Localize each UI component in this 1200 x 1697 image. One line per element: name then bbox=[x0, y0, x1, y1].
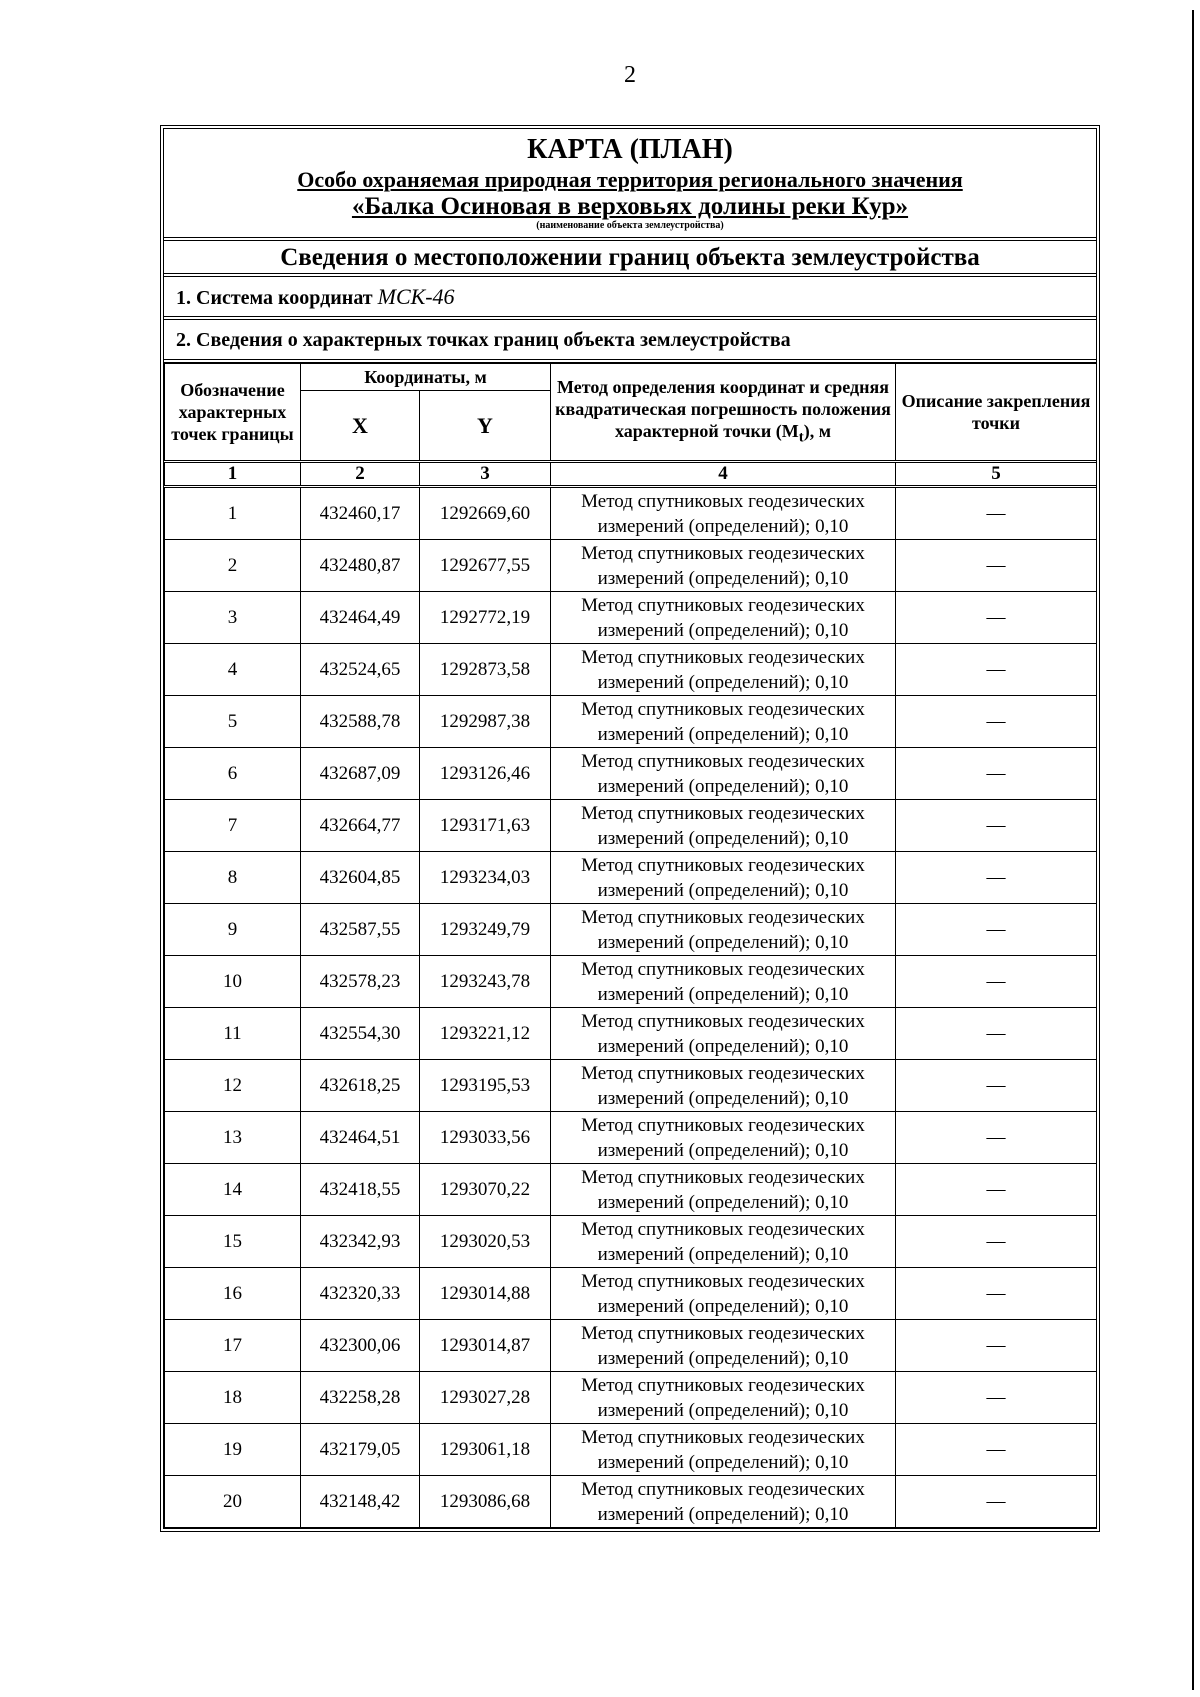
coordinate-y: 1293086,68 bbox=[420, 1476, 551, 1528]
header-x: X bbox=[301, 391, 420, 462]
fixing-description: — bbox=[896, 1476, 1097, 1528]
coordinate-x: 432618,25 bbox=[301, 1060, 420, 1112]
territory-name: «Балка Осиновая в верховьях долины реки Кур» bbox=[351, 193, 909, 220]
method-cell: Метод спутниковых геодезических измерений (определений); 0,10 bbox=[551, 1320, 896, 1372]
method-cell: Метод спутниковых геодезических измерений (определений); 0,10 bbox=[551, 1424, 896, 1476]
table-row bbox=[165, 1320, 1097, 1372]
fixing-description: — bbox=[896, 904, 1097, 956]
method-cell: Метод спутниковых геодезических измерений (определений); 0,10 bbox=[551, 1112, 896, 1164]
point-number: 18 bbox=[165, 1372, 301, 1424]
table-row bbox=[165, 1268, 1097, 1320]
fixing-description: — bbox=[896, 1268, 1097, 1320]
coordinate-y: 1293171,63 bbox=[420, 800, 551, 852]
fixing-description: — bbox=[896, 1320, 1097, 1372]
column-number: 2 bbox=[301, 462, 420, 487]
coordinate-y: 1293195,53 bbox=[420, 1060, 551, 1112]
land-plan-document bbox=[160, 125, 1100, 1532]
method-cell: Метод спутниковых геодезических измерений (определений); 0,10 bbox=[551, 852, 896, 904]
document-header bbox=[164, 129, 1096, 241]
point-number: 20 bbox=[165, 1476, 301, 1528]
table-row bbox=[165, 1372, 1097, 1424]
territory-type: Особо охраняемая природная территория регионального значения bbox=[297, 167, 963, 192]
fixing-description: — bbox=[896, 644, 1097, 696]
method-cell: Метод спутниковых геодезических измерений (определений); 0,10 bbox=[551, 644, 896, 696]
fixing-description: — bbox=[896, 592, 1097, 644]
coordinate-x: 432148,42 bbox=[301, 1476, 420, 1528]
fixing-description: — bbox=[896, 1164, 1097, 1216]
document-title: КАРТА (ПЛАН) bbox=[527, 134, 733, 165]
table-row bbox=[165, 1112, 1097, 1164]
fixing-description: — bbox=[896, 1372, 1097, 1424]
point-number: 3 bbox=[165, 592, 301, 644]
method-cell: Метод спутниковых геодезических измерений (определений); 0,10 bbox=[551, 1476, 896, 1528]
coordinate-y: 1292677,55 bbox=[420, 540, 551, 592]
method-cell: Метод спутниковых геодезических измерений (определений); 0,10 bbox=[551, 1268, 896, 1320]
column-number: 3 bbox=[420, 462, 551, 487]
method-cell: Метод спутниковых геодезических измерений (определений); 0,10 bbox=[551, 696, 896, 748]
coordinate-y: 1293243,78 bbox=[420, 956, 551, 1008]
coordinate-y: 1292987,38 bbox=[420, 696, 551, 748]
fixing-description: — bbox=[896, 1424, 1097, 1476]
fixing-description: — bbox=[896, 540, 1097, 592]
coordinate-y: 1293070,22 bbox=[420, 1164, 551, 1216]
coordinate-x: 432480,87 bbox=[301, 540, 420, 592]
table-row bbox=[165, 487, 1097, 540]
coordinate-system-row bbox=[164, 277, 1096, 320]
territory-name-caption: (наименование объекта землеустройства) bbox=[536, 220, 724, 231]
table-row bbox=[165, 748, 1097, 800]
coordinate-y: 1293027,28 bbox=[420, 1372, 551, 1424]
method-cell: Метод спутниковых геодезических измерений (определений); 0,10 bbox=[551, 1372, 896, 1424]
point-number: 2 bbox=[165, 540, 301, 592]
header-coordinates: Координаты, м bbox=[301, 364, 551, 391]
coordinate-y: 1293033,56 bbox=[420, 1112, 551, 1164]
table-row bbox=[165, 904, 1097, 956]
table-row bbox=[165, 956, 1097, 1008]
table-body bbox=[165, 487, 1097, 1528]
coordinate-y: 1292873,58 bbox=[420, 644, 551, 696]
header-designation: Обозначение характерных точек границы bbox=[165, 364, 301, 462]
coordinate-y: 1293020,53 bbox=[420, 1216, 551, 1268]
table-row bbox=[165, 644, 1097, 696]
header-method bbox=[551, 364, 896, 462]
coordinate-x: 432587,55 bbox=[301, 904, 420, 956]
coordinate-x: 432258,28 bbox=[301, 1372, 420, 1424]
point-number: 14 bbox=[165, 1164, 301, 1216]
coordinate-y: 1293014,88 bbox=[420, 1268, 551, 1320]
fixing-description: — bbox=[896, 1008, 1097, 1060]
coordinate-x: 432300,06 bbox=[301, 1320, 420, 1372]
coordinate-x: 432342,93 bbox=[301, 1216, 420, 1268]
coordinate-x: 432554,30 bbox=[301, 1008, 420, 1060]
point-number: 4 bbox=[165, 644, 301, 696]
boundary-points-table bbox=[164, 363, 1097, 1528]
fixing-description: — bbox=[896, 1060, 1097, 1112]
coordinate-y: 1293014,87 bbox=[420, 1320, 551, 1372]
method-cell: Метод спутниковых геодезических измерений (определений); 0,10 bbox=[551, 748, 896, 800]
method-cell: Метод спутниковых геодезических измерений (определений); 0,10 bbox=[551, 1008, 896, 1060]
point-number: 15 bbox=[165, 1216, 301, 1268]
points-section-title: 2. Сведения о характерных точках границ объекта землеустройства bbox=[164, 320, 1096, 363]
coordinate-x: 432588,78 bbox=[301, 696, 420, 748]
method-cell: Метод спутниковых геодезических измерений (определений); 0,10 bbox=[551, 1060, 896, 1112]
coordinate-y: 1292669,60 bbox=[420, 487, 551, 540]
table-row bbox=[165, 1008, 1097, 1060]
coordinate-x: 432464,49 bbox=[301, 592, 420, 644]
table-row bbox=[165, 852, 1097, 904]
coordinate-y: 1293221,12 bbox=[420, 1008, 551, 1060]
coordinate-system-label: 1. Система координат bbox=[176, 287, 373, 309]
fixing-description: — bbox=[896, 956, 1097, 1008]
method-cell: Метод спутниковых геодезических измерений (определений); 0,10 bbox=[551, 904, 896, 956]
header-method-text: Метод определения координат и средняя квадратическая погрешность положения характерной точки (M bbox=[555, 376, 891, 441]
point-number: 17 bbox=[165, 1320, 301, 1372]
header-description: Описание закрепления точки bbox=[896, 364, 1097, 462]
coordinate-x: 432578,23 bbox=[301, 956, 420, 1008]
table-row bbox=[165, 1476, 1097, 1528]
coordinate-y: 1292772,19 bbox=[420, 592, 551, 644]
coordinate-x: 432464,51 bbox=[301, 1112, 420, 1164]
point-number: 11 bbox=[165, 1008, 301, 1060]
fixing-description: — bbox=[896, 748, 1097, 800]
table-row bbox=[165, 1216, 1097, 1268]
coordinate-x: 432524,65 bbox=[301, 644, 420, 696]
column-numbers-row bbox=[165, 462, 1097, 487]
method-cell: Метод спутниковых геодезических измерений (определений); 0,10 bbox=[551, 1216, 896, 1268]
table-row bbox=[165, 1164, 1097, 1216]
point-number: 5 bbox=[165, 696, 301, 748]
point-number: 6 bbox=[165, 748, 301, 800]
method-cell: Метод спутниковых геодезических измерений (определений); 0,10 bbox=[551, 540, 896, 592]
table-row bbox=[165, 800, 1097, 852]
method-cell: Метод спутниковых геодезических измерений (определений); 0,10 bbox=[551, 1164, 896, 1216]
point-number: 12 bbox=[165, 1060, 301, 1112]
table-row bbox=[165, 540, 1097, 592]
point-number: 9 bbox=[165, 904, 301, 956]
coordinate-x: 432179,05 bbox=[301, 1424, 420, 1476]
fixing-description: — bbox=[896, 696, 1097, 748]
column-number: 1 bbox=[165, 462, 301, 487]
coordinate-y: 1293126,46 bbox=[420, 748, 551, 800]
point-number: 8 bbox=[165, 852, 301, 904]
table-row bbox=[165, 1060, 1097, 1112]
coordinate-y: 1293249,79 bbox=[420, 904, 551, 956]
method-cell: Метод спутниковых геодезических измерений (определений); 0,10 bbox=[551, 800, 896, 852]
point-number: 16 bbox=[165, 1268, 301, 1320]
header-y: Y bbox=[420, 391, 551, 462]
coordinate-y: 1293234,03 bbox=[420, 852, 551, 904]
table-row bbox=[165, 1424, 1097, 1476]
coordinate-x: 432460,17 bbox=[301, 487, 420, 540]
scan-edge-line bbox=[1192, 10, 1194, 1690]
point-number: 13 bbox=[165, 1112, 301, 1164]
coordinate-x: 432664,77 bbox=[301, 800, 420, 852]
fixing-description: — bbox=[896, 852, 1097, 904]
fixing-description: — bbox=[896, 800, 1097, 852]
fixing-description: — bbox=[896, 1216, 1097, 1268]
fixing-description: — bbox=[896, 1112, 1097, 1164]
method-cell: Метод спутниковых геодезических измерений (определений); 0,10 bbox=[551, 592, 896, 644]
page-number: 2 bbox=[624, 62, 636, 88]
table-row bbox=[165, 696, 1097, 748]
point-number: 1 bbox=[165, 487, 301, 540]
coordinate-x: 432687,09 bbox=[301, 748, 420, 800]
method-cell: Метод спутниковых геодезических измерений (определений); 0,10 bbox=[551, 956, 896, 1008]
header-method-unit: ), м bbox=[803, 420, 831, 441]
method-cell: Метод спутниковых геодезических измерений (определений); 0,10 bbox=[551, 487, 896, 540]
table-row bbox=[165, 592, 1097, 644]
header-method-subscript: t bbox=[798, 429, 804, 446]
point-number: 7 bbox=[165, 800, 301, 852]
coordinate-x: 432604,85 bbox=[301, 852, 420, 904]
coordinate-y: 1293061,18 bbox=[420, 1424, 551, 1476]
coordinate-x: 432418,55 bbox=[301, 1164, 420, 1216]
column-number: 5 bbox=[896, 462, 1097, 487]
column-number: 4 bbox=[551, 462, 896, 487]
coordinate-system-value: МСК-46 bbox=[377, 284, 455, 309]
section-title: Сведения о местоположении границ объекта землеустройства bbox=[164, 241, 1096, 277]
coordinate-x: 432320,33 bbox=[301, 1268, 420, 1320]
point-number: 10 bbox=[165, 956, 301, 1008]
fixing-description: — bbox=[896, 487, 1097, 540]
point-number: 19 bbox=[165, 1424, 301, 1476]
